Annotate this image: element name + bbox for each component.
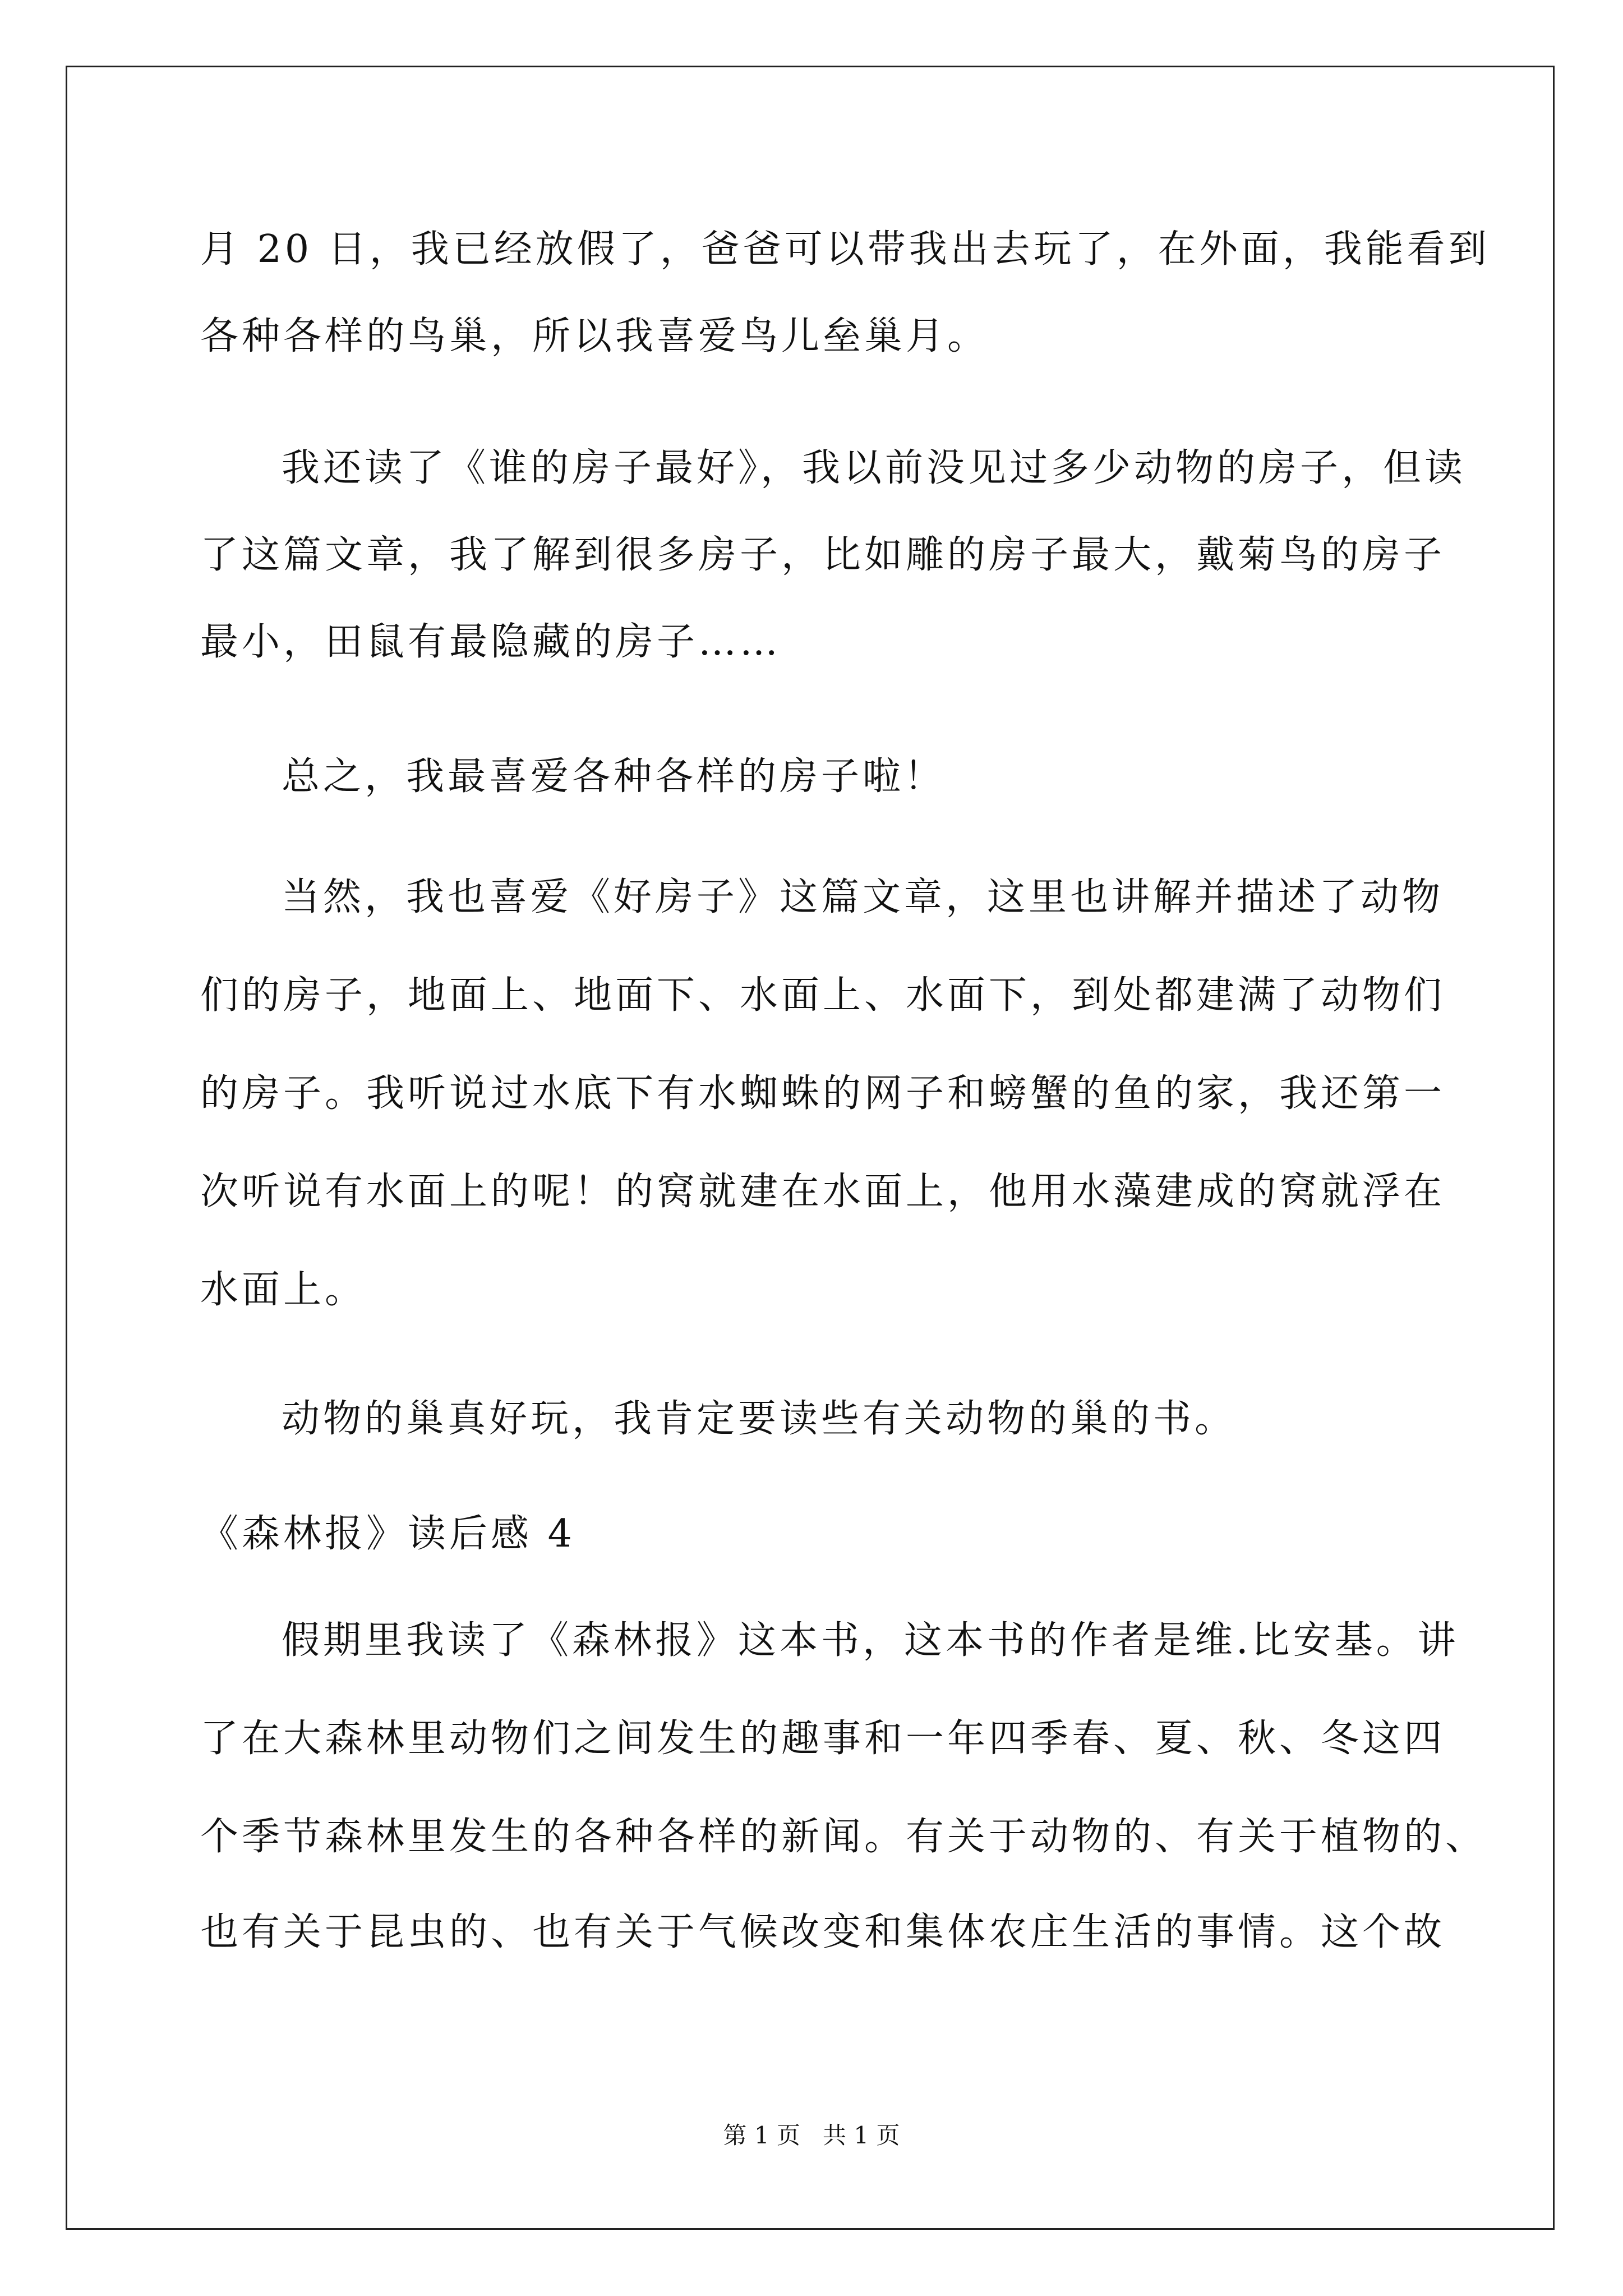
page-footer: 第 1 页 共 1 页 <box>723 2122 900 2149</box>
paragraph-line: 了在大森林里动物们之间发生的趣事和一年四季春、夏、秋、冬这四 <box>200 1717 1446 1761</box>
page-border <box>66 66 1555 2230</box>
paragraph-line: 动物的巢真好玩，我肯定要读些有关动物的巢的书。 <box>282 1397 1237 1441</box>
paragraph-line: 水面上。 <box>200 1268 367 1312</box>
section-heading: 《森林报》读后感 4 <box>200 1512 575 1556</box>
paragraph-line: 也有关于昆虫的、也有关于气候改变和集体农庄生活的事情。这个故 <box>200 1910 1446 1954</box>
paragraph-line: 最小，田鼠有最隐藏的房子…… <box>200 620 782 664</box>
paragraph-line: 们的房子，地面上、地面下、水面上、水面下，到处都建满了动物们 <box>200 973 1446 1018</box>
paragraph-line: 月 20 日，我已经放假了，爸爸可以带我出去玩了，在外面，我能看到 <box>200 227 1490 272</box>
paragraph-line: 各种各样的鸟巢，所以我喜爱鸟儿垒巢月。 <box>200 314 989 358</box>
paragraph-line: 当然，我也喜爱《好房子》这篇文章，这里也讲解并描述了动物 <box>282 875 1444 919</box>
paragraph-line: 总之，我最喜爱各种各样的房子啦！ <box>282 754 946 799</box>
paragraph-line: 我还读了《谁的房子最好》，我以前没见过多少动物的房子，但读 <box>282 446 1467 490</box>
paragraph-line: 次听说有水面上的呢！的窝就建在水面上，他用水藻建成的窝就浮在 <box>200 1170 1446 1214</box>
paragraph-line: 了这篇文章，我了解到很多房子，比如雕的房子最大，戴菊鸟的房子 <box>200 533 1446 577</box>
paragraph-line: 假期里我读了《森林报》这本书，这本书的作者是维.比安基。讲 <box>282 1618 1459 1663</box>
paragraph-line: 个季节森林里发生的各种各样的新闻。有关于动物的、有关于植物的、 <box>200 1815 1487 1859</box>
paragraph-line: 的房子。我听说过水底下有水蜘蛛的网子和螃蟹的鱼的家，我还第一 <box>200 1071 1446 1116</box>
